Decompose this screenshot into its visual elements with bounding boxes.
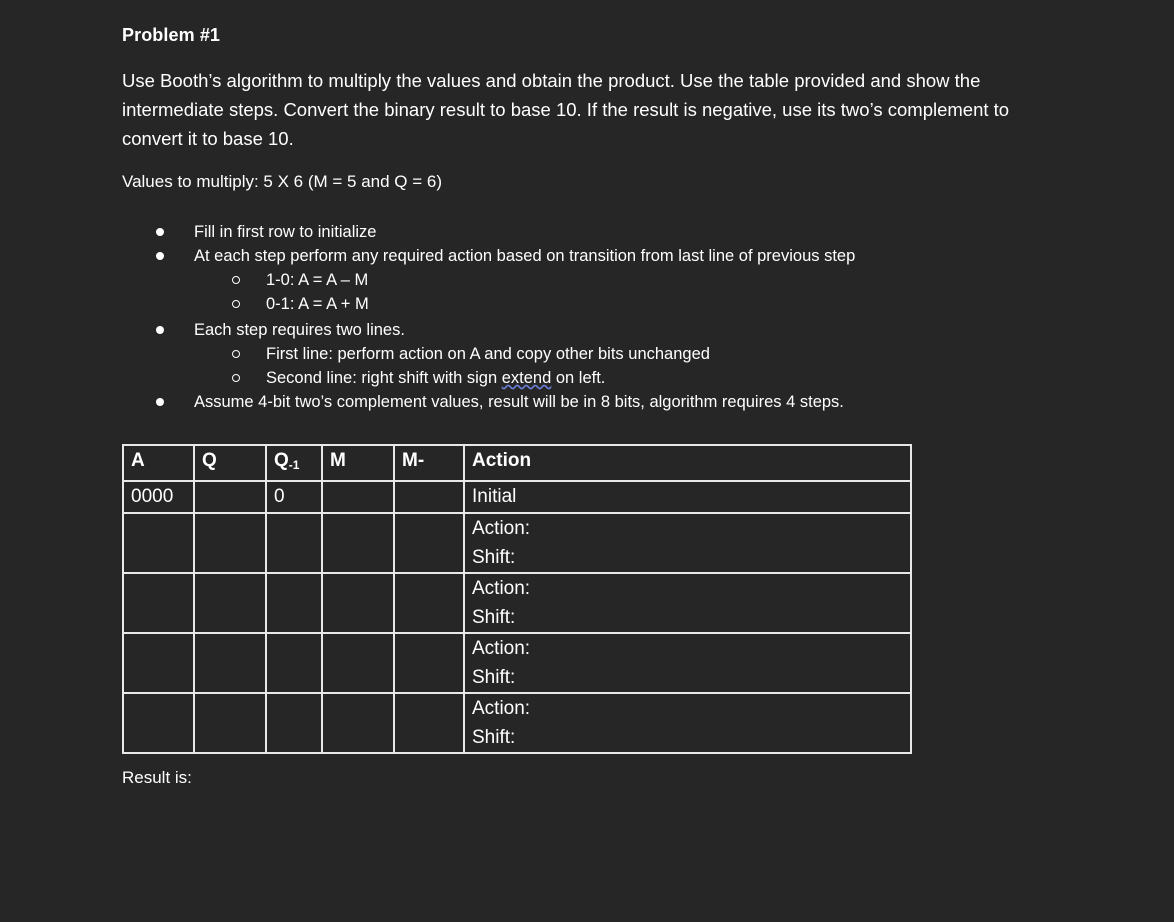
cell-mneg[interactable] xyxy=(394,513,464,573)
spellcheck-word: extend xyxy=(501,369,552,387)
bullet-assumption: Assume 4-bit two’s complement values, result will be in 8 bits, algorithm requires 4 steps. xyxy=(152,390,855,414)
header-q1-sub: -1 xyxy=(288,458,300,472)
table-header-row xyxy=(123,445,911,481)
action-label: Action: xyxy=(472,518,531,539)
cell-mneg[interactable] xyxy=(394,573,464,633)
bullet-two-lines: Each step requires two lines. xyxy=(152,318,855,342)
cell-q1-initial[interactable]: 0 xyxy=(266,481,322,513)
shift-label: Shift: xyxy=(472,547,516,568)
bullet-step-action: At each step perform any required action based on transition from last line of previous step xyxy=(152,244,855,268)
cell-a-initial[interactable]: 0000 xyxy=(123,481,194,513)
cell-m[interactable] xyxy=(322,693,394,753)
cell-m-initial[interactable] xyxy=(322,481,394,513)
table-row-step-3 xyxy=(123,633,911,693)
second-line-pre: Second line: right shift with sign xyxy=(266,369,502,387)
bullet-initialize: Fill in first row to initialize xyxy=(152,220,855,244)
problem-intro: Use Booth’s algorithm to multiply the values and obtain the product. Use the table provided and show the intermediate steps. Convert the binary result to base 10. If the result is negative, use its two’s complement to convert it to base 10. xyxy=(122,70,1010,149)
cell-a[interactable] xyxy=(123,633,194,693)
shift-label: Shift: xyxy=(472,727,516,748)
action-label: Action: xyxy=(472,698,531,719)
shift-label: Shift: xyxy=(472,607,516,628)
header-m-neg: M- xyxy=(394,445,464,481)
result-label: Result is: xyxy=(122,768,192,787)
second-line-post: on left. xyxy=(551,369,606,387)
header-q1-main: Q xyxy=(274,450,289,471)
cell-a[interactable] xyxy=(123,693,194,753)
cell-mneg-initial[interactable] xyxy=(394,481,464,513)
cell-a[interactable] xyxy=(123,573,194,633)
header-m: M xyxy=(322,445,394,481)
cell-action-initial[interactable]: Initial xyxy=(464,481,911,513)
cell-q-initial[interactable] xyxy=(194,481,266,513)
cell-a[interactable] xyxy=(123,513,194,573)
table-row-initial xyxy=(123,481,911,513)
header-q: Q xyxy=(194,445,266,481)
cell-mneg[interactable] xyxy=(394,633,464,693)
cell-action-step-2[interactable] xyxy=(464,573,911,633)
cell-m[interactable] xyxy=(322,573,394,633)
cell-q[interactable] xyxy=(194,573,266,633)
header-q-minus-1 xyxy=(266,445,322,481)
cell-m[interactable] xyxy=(322,513,394,573)
cell-q[interactable] xyxy=(194,633,266,693)
cell-action-step-1[interactable] xyxy=(464,513,911,573)
cell-q1[interactable] xyxy=(266,633,322,693)
cell-q1[interactable] xyxy=(266,513,322,573)
header-a: A xyxy=(123,445,194,481)
table-row-step-4 xyxy=(123,693,911,753)
table-row-step-1 xyxy=(123,513,911,573)
cell-mneg[interactable] xyxy=(394,693,464,753)
booth-table xyxy=(122,444,912,754)
table-row-step-2 xyxy=(123,573,911,633)
shift-label: Shift: xyxy=(472,667,516,688)
cell-q1[interactable] xyxy=(266,573,322,633)
problem-title: Problem #1 xyxy=(122,25,221,45)
sub-bullet-add: 0-1: A = A + M xyxy=(152,292,855,316)
instruction-list xyxy=(152,220,855,414)
cell-q[interactable] xyxy=(194,693,266,753)
sub-bullet-second-line xyxy=(152,366,855,390)
values-to-multiply: Values to multiply: 5 X 6 (M = 5 and Q = 6) xyxy=(122,172,443,191)
cell-m[interactable] xyxy=(322,633,394,693)
cell-action-step-4[interactable] xyxy=(464,693,911,753)
cell-q[interactable] xyxy=(194,513,266,573)
action-label: Action: xyxy=(472,578,531,599)
sub-bullet-subtract: 1-0: A = A – M xyxy=(152,268,855,292)
action-label: Action: xyxy=(472,638,531,659)
sub-bullet-first-line: First line: perform action on A and copy other bits unchanged xyxy=(152,342,855,366)
cell-q1[interactable] xyxy=(266,693,322,753)
header-action: Action xyxy=(464,445,911,481)
cell-action-step-3[interactable] xyxy=(464,633,911,693)
